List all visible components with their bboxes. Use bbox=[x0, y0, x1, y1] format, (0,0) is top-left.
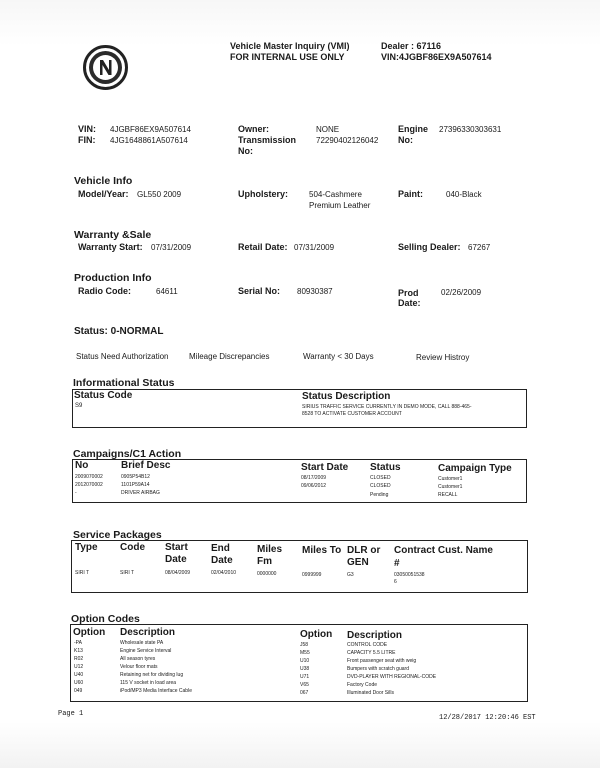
upholstery-label: Upholstery: bbox=[238, 189, 289, 199]
option-code: U38 bbox=[300, 666, 310, 672]
option-desc: Front passenger seat with weig bbox=[347, 658, 417, 664]
sp-end-header-2: Date bbox=[211, 555, 233, 566]
engine-label: Engine bbox=[398, 124, 429, 134]
option-code: R02 bbox=[74, 656, 84, 662]
option-code: J58 bbox=[300, 642, 309, 648]
sp-miles-to-header: Miles To bbox=[302, 545, 342, 556]
campaign-no: - bbox=[75, 490, 77, 496]
option-desc: Velour floor mats bbox=[120, 664, 158, 670]
sp-miles-header-2: Fm bbox=[257, 556, 272, 567]
option-desc: Retaining net for dividing lug bbox=[120, 672, 184, 678]
option-code: K13 bbox=[74, 648, 83, 654]
upholstery-value-2: Premium Leather bbox=[309, 201, 371, 210]
prod-date-value: 02/26/2009 bbox=[441, 288, 482, 297]
report-subtitle: FOR INTERNAL USE ONLY bbox=[230, 52, 345, 62]
model-year-value: GL550 2009 bbox=[137, 190, 182, 199]
paint-label: Paint: bbox=[398, 189, 424, 199]
engine-value: 27396330303631 bbox=[439, 125, 502, 134]
vehicle-status: Status: 0-NORMAL bbox=[74, 326, 164, 337]
sp-code: SIRI T bbox=[120, 570, 135, 576]
option-desc: iPod/MP3 Media Interface Cable bbox=[120, 688, 192, 694]
sp-end: 02/04/2010 bbox=[211, 570, 237, 576]
sp-type-header: Type bbox=[75, 542, 98, 553]
description-header-right: Description bbox=[347, 630, 403, 641]
sp-miles-to: 0999999 bbox=[302, 572, 322, 578]
sp-start-header: Start bbox=[165, 542, 188, 553]
radio-code-value: 64611 bbox=[156, 287, 178, 296]
paint-value: 040-Black bbox=[446, 190, 482, 199]
serial-no-value: 80930387 bbox=[297, 287, 333, 296]
sp-contract-header-2: # bbox=[394, 558, 400, 569]
option-code: -PA bbox=[74, 640, 82, 646]
campaign-start-header: Start Date bbox=[301, 462, 349, 473]
option-desc: CAPACITY 5.5 LITRE bbox=[347, 650, 396, 656]
owner-value: NONE bbox=[316, 125, 340, 134]
mileage-discrepancies-link[interactable]: Mileage Discrepancies bbox=[189, 352, 270, 361]
option-header-right: Option bbox=[300, 629, 333, 640]
warranty-start-label: Warranty Start: bbox=[78, 242, 143, 252]
option-header-left: Option bbox=[73, 627, 106, 638]
campaign-brief-header: Brief Desc bbox=[121, 460, 171, 471]
prod-date-label-2: Date: bbox=[398, 298, 421, 308]
selling-dealer-label: Selling Dealer: bbox=[398, 242, 461, 252]
campaign-start: 09/06/2012 bbox=[301, 483, 327, 489]
campaign-brief: 0905P54B12 bbox=[121, 474, 150, 480]
page-number: Page 1 bbox=[58, 710, 84, 718]
report-title: Vehicle Master Inquiry (VMI) bbox=[230, 41, 350, 51]
option-code: V65 bbox=[300, 682, 309, 688]
option-desc: Bumpers with scratch guard bbox=[347, 666, 409, 672]
option-desc: DVD-PLAYER WITH REGIONAL-CODE bbox=[347, 674, 437, 680]
sp-dlr: G3 bbox=[347, 572, 354, 578]
option-desc: Factory Code bbox=[347, 682, 378, 688]
sp-contract: 03050051538 bbox=[394, 572, 425, 578]
fin-value: 4JG1648861A507614 bbox=[110, 136, 188, 145]
campaign-no-header: No bbox=[75, 460, 89, 471]
option-desc: Illuminated Door Sills bbox=[347, 690, 394, 696]
sp-contract-header: Contract Cust. Name bbox=[394, 545, 493, 556]
engine-label-no: No: bbox=[398, 135, 413, 145]
campaign-start: 08/17/2009 bbox=[301, 475, 327, 481]
radio-code-label: Radio Code: bbox=[78, 286, 131, 296]
status-need-authorization-link[interactable]: Status Need Authorization bbox=[76, 352, 169, 361]
campaign-no: 2009070002 bbox=[75, 474, 103, 480]
sp-contract-2: 6 bbox=[394, 579, 397, 585]
sp-type: SIRI T bbox=[75, 570, 90, 576]
transmission-value: 72290402126042 bbox=[316, 136, 379, 145]
dealer-logo-icon bbox=[83, 45, 128, 90]
sp-dlr-header: DLR or bbox=[347, 545, 381, 556]
status-description-line2: 8528 TO ACTIVATE CUSTOMER ACCOUNT bbox=[302, 411, 402, 417]
status-code-header: Status Code bbox=[74, 390, 133, 401]
campaign-status: CLOSED bbox=[370, 475, 391, 481]
retail-date-value: 07/31/2009 bbox=[294, 243, 335, 252]
header-vin: VIN:4JGBF86EX9A507614 bbox=[381, 52, 492, 62]
option-desc: Engine Service Interval bbox=[120, 648, 172, 654]
status-description-line1: SIRIUS TRAFFIC SERVICE CURRENTLY IN DEMO MODE, CALL 888-465- bbox=[302, 404, 472, 410]
sp-code-header: Code bbox=[120, 542, 145, 553]
campaign-brief: 1101P59A14 bbox=[121, 482, 150, 488]
prod-date-label: Prod bbox=[398, 288, 419, 298]
sp-miles-header: Miles bbox=[257, 544, 283, 555]
option-code: U10 bbox=[300, 658, 310, 664]
model-year-label: Model/Year: bbox=[78, 189, 129, 199]
sp-dlr-header-2: GEN bbox=[347, 557, 369, 568]
campaign-type: Customer1 bbox=[438, 476, 463, 482]
option-desc: 115 V socket in load area bbox=[120, 680, 177, 686]
campaigns-heading: Campaigns/C1 Action bbox=[73, 448, 182, 460]
production-heading: Production Info bbox=[74, 272, 152, 284]
status-code-value: S9 bbox=[75, 403, 83, 409]
print-timestamp: 12/28/2017 12:20:46 EST bbox=[439, 714, 536, 722]
option-code: U12 bbox=[74, 664, 84, 670]
option-code: U60 bbox=[74, 680, 84, 686]
sp-start: 08/04/2009 bbox=[165, 570, 191, 576]
sp-end-header: End bbox=[211, 543, 230, 554]
campaign-status: CLOSED bbox=[370, 483, 391, 489]
option-desc: All season tyres bbox=[120, 656, 156, 662]
option-codes-heading: Option Codes bbox=[71, 613, 140, 625]
option-code: 049 bbox=[74, 688, 83, 694]
campaign-status: Pending bbox=[370, 492, 389, 498]
retail-date-label: Retail Date: bbox=[238, 242, 288, 252]
warranty-30-days-link[interactable]: Warranty < 30 Days bbox=[303, 352, 374, 361]
service-packages-heading: Service Packages bbox=[73, 529, 162, 541]
fin-label: FIN: bbox=[78, 135, 96, 145]
vin-value: 4JGBF86EX9A507614 bbox=[110, 125, 191, 134]
dealer-number: Dealer : 67116 bbox=[381, 41, 442, 51]
campaign-no: 2012070002 bbox=[75, 482, 103, 488]
warranty-start-value: 07/31/2009 bbox=[151, 243, 192, 252]
campaign-status-header: Status bbox=[370, 462, 401, 473]
option-code: U71 bbox=[300, 674, 310, 680]
sp-miles-fm: 0000000 bbox=[257, 571, 277, 577]
option-code: 067 bbox=[300, 690, 309, 696]
selling-dealer-value: 67267 bbox=[468, 243, 491, 252]
owner-label: Owner: bbox=[238, 124, 270, 134]
description-header-left: Description bbox=[120, 627, 176, 638]
vehicle-info-heading: Vehicle Info bbox=[74, 175, 133, 187]
campaign-type-header: Campaign Type bbox=[438, 463, 512, 474]
serial-no-label: Serial No: bbox=[238, 286, 281, 296]
campaign-type: Customer1 bbox=[438, 484, 463, 490]
campaign-brief: DRIVER AIRBAG bbox=[121, 490, 160, 496]
campaign-type: RECALL bbox=[438, 492, 458, 498]
option-desc: Wholesale state PA bbox=[120, 640, 164, 646]
status-description-header: Status Description bbox=[302, 391, 391, 402]
option-code: U40 bbox=[74, 672, 84, 678]
warranty-heading: Warranty &Sale bbox=[74, 229, 152, 241]
review-history-link[interactable]: Review Histroy bbox=[416, 353, 470, 362]
vin-label: VIN: bbox=[78, 124, 96, 134]
option-desc: CONTROL CODE bbox=[347, 642, 388, 648]
informational-status-heading: Informational Status bbox=[73, 377, 175, 389]
sp-start-header-2: Date bbox=[165, 554, 187, 565]
upholstery-value: 504-Cashmere bbox=[309, 190, 362, 199]
option-code: M55 bbox=[300, 650, 310, 656]
transmission-label: Transmission bbox=[238, 135, 297, 145]
transmission-label-no: No: bbox=[238, 146, 253, 156]
